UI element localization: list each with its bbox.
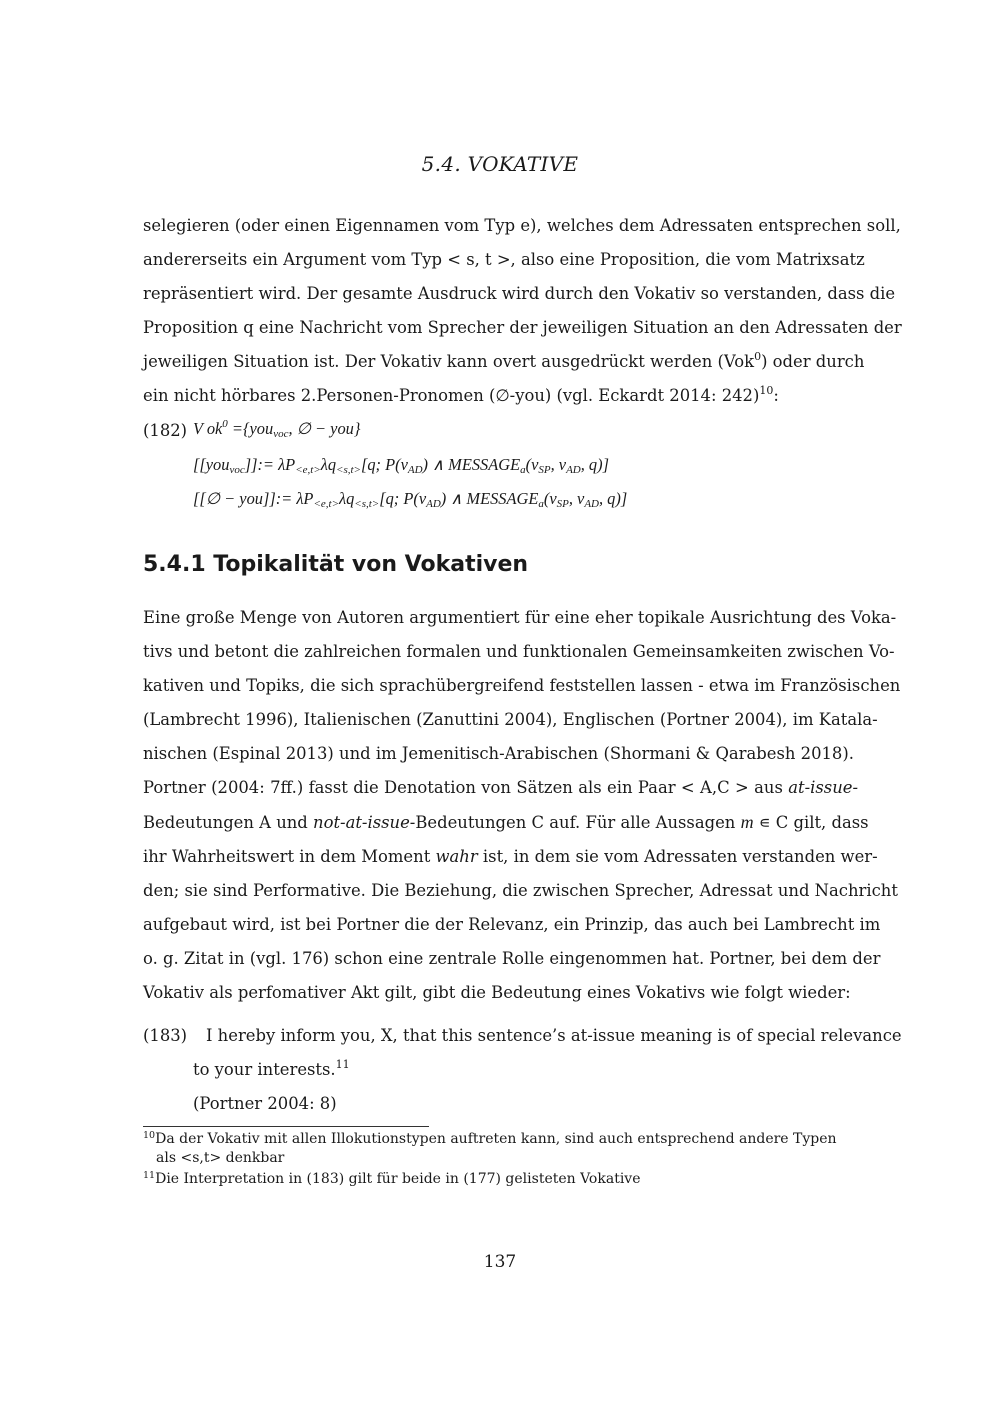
footnote-ref-10[interactable]: 10 <box>759 384 774 397</box>
text-line: kativen und Topiks, die sich sprachübergreifend feststellen lassen - etwa im Französischen <box>143 676 901 695</box>
text-line: jeweiligen Situation ist. Der Vokativ kann overt ausgedrückt werden (Vok$^0$) oder durch <box>143 350 865 371</box>
footnote-rule <box>143 1126 429 1127</box>
example-182-definition: V $ok^0 =\{you_{voc}$, ∅ − you} <box>193 418 361 440</box>
paragraph-3 <box>143 771 898 1010</box>
text-line: Proposition q eine Nachricht vom Sprecher der jeweiligen Situation an den Adressaten der <box>143 318 902 337</box>
text-line: ihr Wahrheitswert in dem Moment wahr ist, in dem sie vom Adressaten verstanden wer- <box>143 847 878 866</box>
footnote-ref-11[interactable]: 11 <box>335 1058 350 1071</box>
example-183-line-1: I hereby inform you, X, that this sentence’s at-issue meaning is of special relevance <box>206 1026 902 1045</box>
example-183-number: (183) <box>143 1026 188 1045</box>
example-182-number: (182) <box>143 421 188 440</box>
text-line: nischen (Espinal 2013) und im Jemenitisch-Arabischen (Shormani & Qarabesh 2018). <box>143 744 854 763</box>
paragraph-1 <box>143 209 902 413</box>
example-183-source: (Portner 2004: 8) <box>193 1094 337 1113</box>
text-line: andererseits ein Argument vom Typ < s, t >, also eine Proposition, die vom Matrixsatz <box>143 250 865 269</box>
text-line: Portner (2004: 7ff.) fasst die Denotation von Sätzen als ein Paar < A,C > aus at-issue- <box>143 778 858 797</box>
section-heading: 5.4.1 Topikalität von Vokativen <box>143 552 529 577</box>
text-line: (Lambrecht 1996), Italienischen (Zanuttini 2004), Englischen (Portner 2004), im Katala- <box>143 710 878 729</box>
example-182-formula-2: [[∅ − you]]:= $\lambda P_{<e,t>}\lambda q_{<s,t>}[q$; $P(\nu_{AD})$ ∧ $MESSAGE_a(\nu_{SP}$, $\nu_{AD}$, q)] <box>193 489 628 510</box>
running-head: 5.4. VOKATIVE <box>421 152 579 176</box>
text-line: selegieren (oder einen Eigennamen vom Typ e), welches dem Adressaten entsprechen soll, <box>143 216 901 235</box>
text-line: o. g. Zitat in (vgl. 176) schon eine zentrale Rolle eingenommen hat. Portner, bei dem der <box>143 949 881 968</box>
example-183-line-2: to your interests.$^{11}$ <box>193 1058 350 1079</box>
paragraph-2 <box>143 601 901 771</box>
text-line: repräsentiert wird. Der gesamte Ausdruck wird durch den Vokativ so verstanden, dass die <box>143 284 896 303</box>
text-line: tivs und betont die zahlreichen formalen und funktionalen Gemeinsamkeiten zwischen Vo- <box>143 642 895 661</box>
text-line: Bedeutungen A und not-at-issue-Bedeutungen C auf. Für alle Aussagen m ∊ C gilt, dass <box>143 812 869 832</box>
text-line: ein nicht hörbares 2.Personen-Pronomen (∅-you) (vgl. Eckardt 2014: 242)$^{10}$: <box>143 384 779 405</box>
example-182-formula-1: [[you$_{voc}$]]:= $\lambda P_{<e,t>}\lambda q_{<s,t>}[q$; $P(\nu_{AD})$ ∧ $MESSAGE_a(\nu_{SP}$, $\nu_{AD}$, q)] <box>193 455 609 476</box>
text-line: Eine große Menge von Autoren argumentiert für eine eher topikale Ausrichtung des Voka- <box>143 608 897 627</box>
page-number: 137 <box>483 1252 517 1272</box>
text-line: aufgebaut wird, ist bei Portner die der Relevanz, ein Prinzip, das auch bei Lambrecht im <box>143 915 881 934</box>
text-line: Vokativ als perfomativer Akt gilt, gibt die Bedeutung eines Vokativs wie folgt wieder: <box>143 983 851 1002</box>
text-line: den; sie sind Performative. Die Beziehung, die zwischen Sprecher, Adressat und Nachricht <box>143 881 898 900</box>
footnote-11: $^{11}$Die Interpretation in (183) gilt für beide in (177) gelisteten Vokative <box>143 1170 641 1187</box>
footnote-10: $^{10}$Da der Vokativ mit allen Illokutionstypen auftreten kann, sind auch entsprechend andere Typen als <s,t> denkbar <box>143 1130 837 1166</box>
